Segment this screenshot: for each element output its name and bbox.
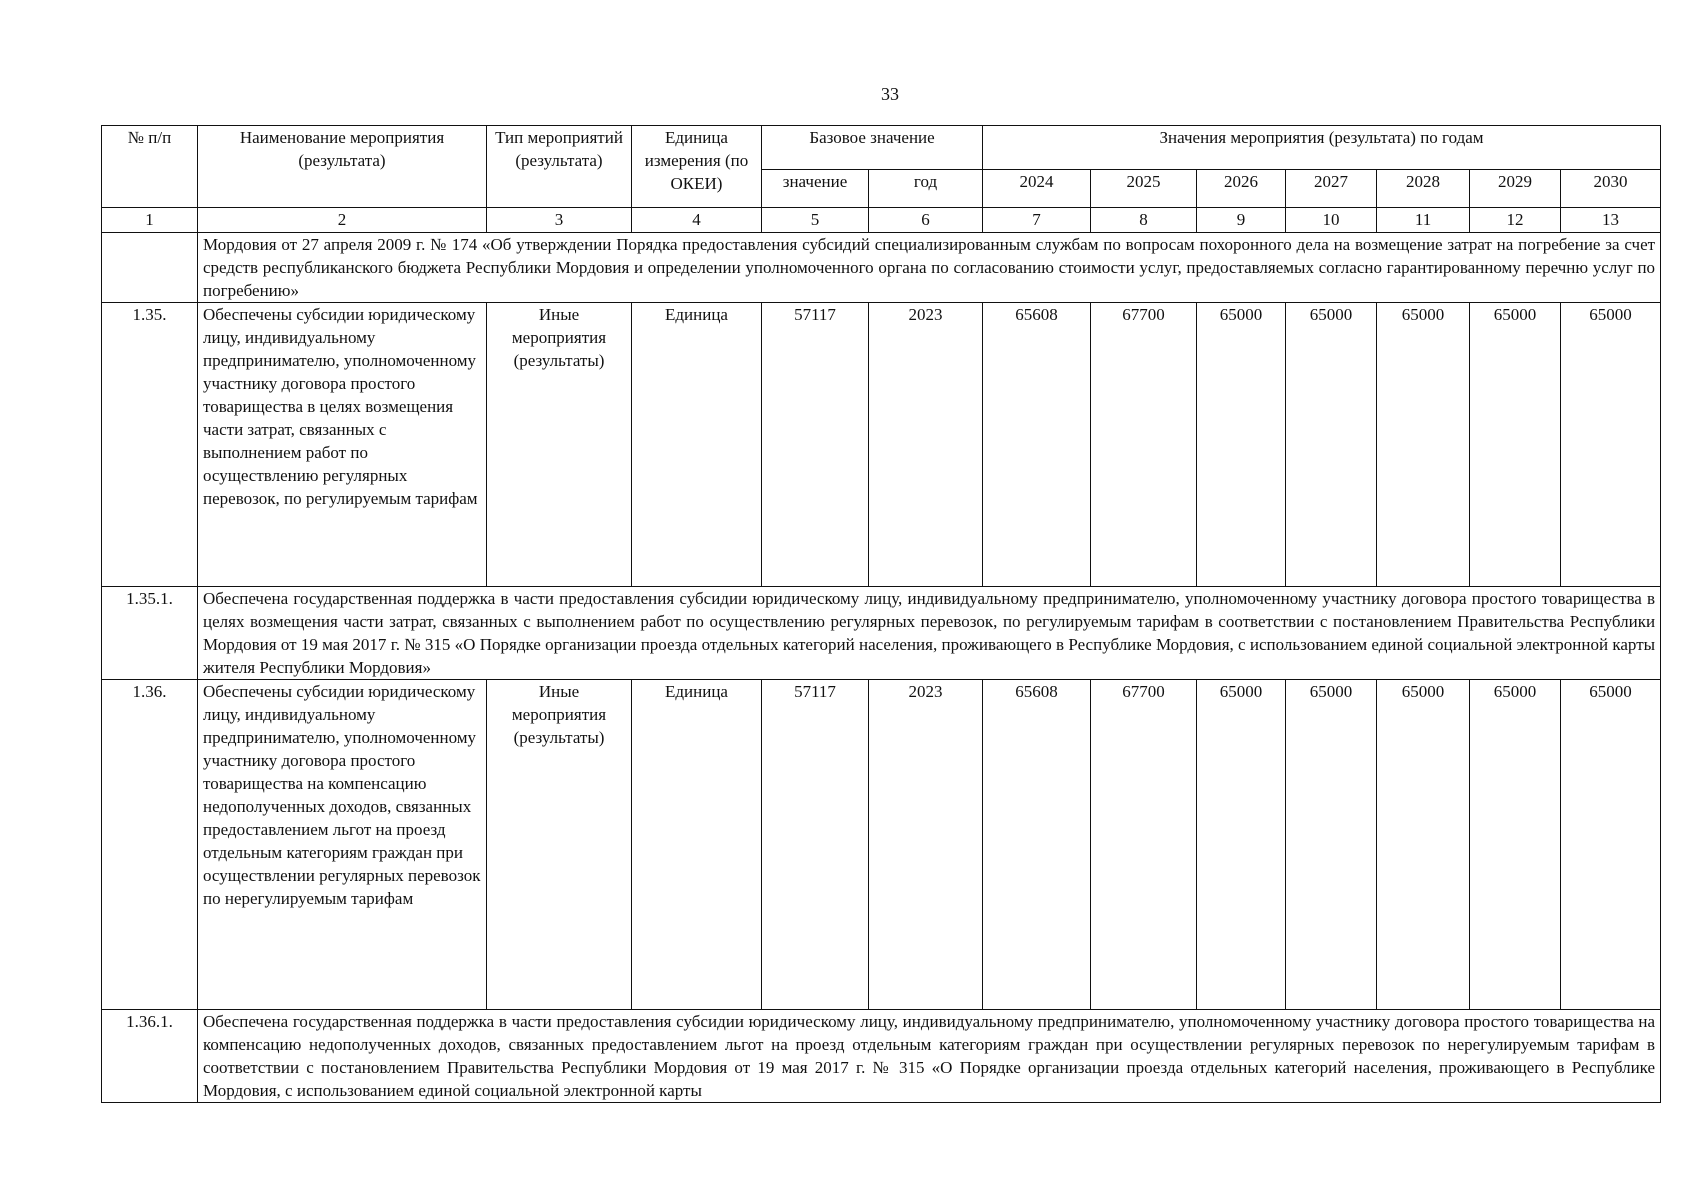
row-value-2030: 65000 <box>1561 680 1661 1010</box>
row-type: Иные мероприятия (результаты) <box>487 680 632 1010</box>
row-value-2028: 65000 <box>1377 680 1470 1010</box>
header-unit: Единица измерения (по ОКЕИ) <box>632 126 762 208</box>
row-value-2024: 65608 <box>983 680 1091 1010</box>
column-number: 13 <box>1561 208 1661 233</box>
row-value-2027: 65000 <box>1286 680 1377 1010</box>
row-num: 1.36. <box>102 680 198 1010</box>
header-year-2026: 2026 <box>1197 170 1286 208</box>
row-value-2026: 65000 <box>1197 680 1286 1010</box>
column-number: 9 <box>1197 208 1286 233</box>
table-row-1-36-1 <box>102 1010 1661 1103</box>
table-row-1-36 <box>102 680 1661 1010</box>
row-value-2025: 67700 <box>1091 303 1197 587</box>
row-num <box>102 233 198 303</box>
row-value-2030: 65000 <box>1561 303 1661 587</box>
row-value-2025: 67700 <box>1091 680 1197 1010</box>
header-row-1 <box>102 126 1661 170</box>
column-number-row <box>102 208 1661 233</box>
row-num: 1.35.1. <box>102 587 198 680</box>
column-number: 3 <box>487 208 632 233</box>
table-row-1-35 <box>102 303 1661 587</box>
header-base: Базовое значение <box>762 126 983 170</box>
row-base-year: 2023 <box>869 680 983 1010</box>
table-row-continuation <box>102 233 1661 303</box>
row-value-2029: 65000 <box>1470 680 1561 1010</box>
row-value-2024: 65608 <box>983 303 1091 587</box>
row-value-2029: 65000 <box>1470 303 1561 587</box>
header-values-by-year: Значения мероприятия (результата) по годам <box>983 126 1661 170</box>
column-number: 8 <box>1091 208 1197 233</box>
row-num: 1.35. <box>102 303 198 587</box>
column-number: 7 <box>983 208 1091 233</box>
header-base-year: год <box>869 170 983 208</box>
column-number: 6 <box>869 208 983 233</box>
header-year-2029: 2029 <box>1470 170 1561 208</box>
row-name: Обеспечены субсидии юридическому лицу, индивидуальному предпринимателю, уполномоченному участнику договора простого товарищества в целях возмещения части затрат, связанных с выполнением работ по осуществлению регулярных перевозок, по регулируемым тарифам <box>198 303 487 587</box>
column-number: 10 <box>1286 208 1377 233</box>
header-year-2025: 2025 <box>1091 170 1197 208</box>
row-base-value: 57117 <box>762 303 869 587</box>
column-number: 4 <box>632 208 762 233</box>
header-year-2027: 2027 <box>1286 170 1377 208</box>
column-number: 12 <box>1470 208 1561 233</box>
header-type: Тип мероприятий (результата) <box>487 126 632 208</box>
column-number: 2 <box>198 208 487 233</box>
row-description: Обеспечена государственная поддержка в части предоставления субсидии юридическому лицу, индивидуальному предпринимателю, уполномоченному участнику договора простого товарищества на компенсацию недополученных доходов, связанных предоставлением льгот на проезд отдельным категориям граждан при осуществлении регулярных перевозок по нерегулируемым тарифам в соответствии с постановлением Правительства Республики Мордовия от 19 мая 2017 г. № 315 «О Порядке организации проезда отдельных категорий населения, проживающего в Республике Мордовия, с использованием единой социальной электронной карты <box>198 1010 1661 1103</box>
row-unit: Единица <box>632 303 762 587</box>
row-type: Иные мероприятия (результаты) <box>487 303 632 587</box>
row-num: 1.36.1. <box>102 1010 198 1103</box>
header-num: № п/п <box>102 126 198 208</box>
header-name: Наименование мероприятия (результата) <box>198 126 487 208</box>
header-year-2030: 2030 <box>1561 170 1661 208</box>
column-number: 1 <box>102 208 198 233</box>
header-year-2024: 2024 <box>983 170 1091 208</box>
row-base-value: 57117 <box>762 680 869 1010</box>
row-description: Мордовия от 27 апреля 2009 г. № 174 «Об утверждении Порядка предоставления субсидий специализированным службам по вопросам похоронного дела на возмещение затрат на погребение за счет средств республиканского бюджета Республики Мордовия и определении уполномоченного органа по согласованию стоимости услуг, предоставляемых согласно гарантированному перечню услуг по погребению» <box>198 233 1661 303</box>
row-unit: Единица <box>632 680 762 1010</box>
page-number: 33 <box>881 84 899 104</box>
row-value-2027: 65000 <box>1286 303 1377 587</box>
row-description: Обеспечена государственная поддержка в части предоставления субсидии юридическому лицу, индивидуальному предпринимателю, уполномоченному участнику договора простого товарищества в целях возмещения части затрат, связанных с выполнением работ по осуществлению регулярных перевозок, по регулируемым тарифам в соответствии с постановлением Правительства Республики Мордовия от 19 мая 2017 г. № 315 «О Порядке организации проезда отдельных категорий населения, проживающего в Республике Мордовия, с использованием единой социальной электронной карты жителя Республики Мордовия» <box>198 587 1661 680</box>
column-number: 11 <box>1377 208 1470 233</box>
row-value-2028: 65000 <box>1377 303 1470 587</box>
measures-table <box>101 125 1661 1103</box>
header-year-2028: 2028 <box>1377 170 1470 208</box>
row-name: Обеспечены субсидии юридическому лицу, индивидуальному предпринимателю, уполномоченному участнику договора простого товарищества на компенсацию недополученных доходов, связанных предоставлением льгот на проезд отдельным категориям граждан при осуществлении регулярных перевозок по нерегулируемым тарифам <box>198 680 487 1010</box>
table-row-1-35-1 <box>102 587 1661 680</box>
header-base-value: значение <box>762 170 869 208</box>
row-value-2026: 65000 <box>1197 303 1286 587</box>
column-number: 5 <box>762 208 869 233</box>
row-base-year: 2023 <box>869 303 983 587</box>
